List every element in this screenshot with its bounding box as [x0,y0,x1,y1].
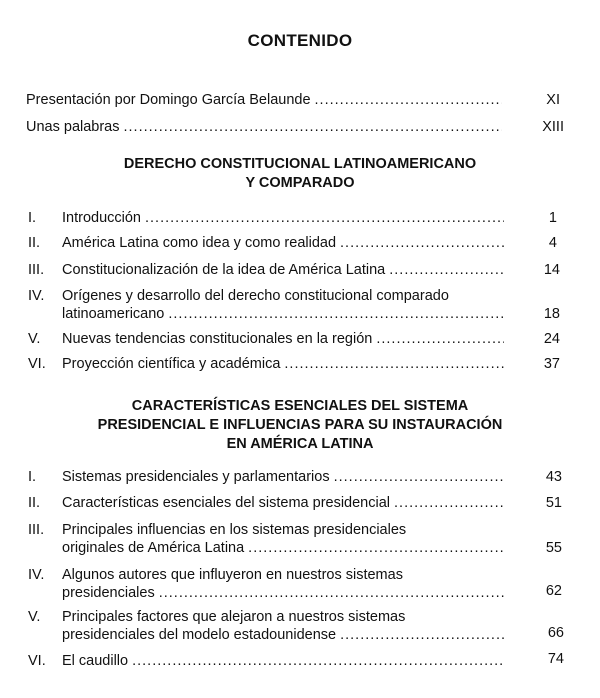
section-heading-derecho-constitucional [40,155,560,193]
dot-leader [340,626,504,644]
toc-entry-number: I. [28,469,37,485]
toc-entry-text-line1: Algunos autores que influyeron en nuestros sistemas [62,567,403,583]
toc-entry-number: V. [28,331,41,347]
toc-entry-text-line1: Orígenes y desarrollo del derecho constitucional comparado [62,288,449,304]
toc-entry-number: II. [28,235,41,251]
toc-entry-number: I. [28,210,37,226]
toc-entry-text: Características esenciales del sistema presidencial [62,495,391,511]
section-heading-line: Y COMPARADO [245,175,355,191]
toc-page-number: 1 [548,210,557,226]
toc-page-number: 62 [545,583,562,599]
toc-entry-text-line1: Principales influencias en los sistemas presidenciales [62,522,407,538]
toc-entry-text: presidenciales del modelo estadounidense [62,627,337,643]
toc-entry-line [26,118,506,136]
toc-entry-line [62,209,508,227]
toc-entry-line [62,468,508,486]
dot-leader [340,234,504,252]
section-heading-line: EN AMÉRICA LATINA [226,436,374,452]
dot-leader [334,468,504,486]
toc-entry-number: III. [28,262,45,278]
dot-leader [315,91,502,109]
toc-entry-number: VI. [28,356,46,372]
toc-page-number: 51 [545,495,562,511]
toc-page-number: 55 [545,540,562,556]
toc-entry-text: El caudillo [62,653,129,669]
toc-entry-line [62,234,508,252]
toc-entry-line [26,91,506,109]
section-heading-line: CARACTERÍSTICAS ESENCIALES DEL SISTEMA [131,398,469,414]
toc-entry-text: Constitucionalización de la idea de América Latina [62,262,386,278]
dot-leader [394,494,504,512]
toc-entry-number: VI. [28,653,46,669]
toc-entry-text: Presentación por Domingo García Belaunde [26,92,311,108]
dot-leader [159,584,504,602]
toc-page-number: 66 [547,625,564,641]
toc-entry-number: II. [28,495,41,511]
dot-leader [376,330,504,348]
dot-leader [284,355,504,373]
toc-entry-number: V. [28,609,41,625]
toc-entry-line [62,355,508,373]
dot-leader [132,652,504,670]
toc-entry-line [62,305,508,323]
toc-entry-line [62,494,508,512]
toc-entry-line [62,539,508,557]
toc-entry-text: latinoamericano [62,306,165,322]
toc-page-number: 24 [543,331,560,347]
toc-entry-text: América Latina como idea y como realidad [62,235,337,251]
toc-entry-line [62,261,508,279]
toc-page-number: 43 [545,469,562,485]
toc-entry-text: Nuevas tendencias constitucionales en la región [62,331,373,347]
dot-leader [145,209,504,227]
toc-entry-text: Introducción [62,210,141,226]
dot-leader [124,118,503,136]
toc-entry-number: III. [28,522,45,538]
toc-page-number: 37 [543,356,560,372]
section-heading-sistema-presidencial [40,397,560,454]
section-heading-line: PRESIDENCIAL E INFLUENCIAS PARA SU INSTAURACIÓN [97,417,503,433]
toc-entry-text: Unas palabras [26,119,120,135]
dot-leader [389,261,504,279]
toc-entry-line [62,626,508,644]
section-heading-line: DERECHO CONSTITUCIONAL LATINOAMERICANO [123,156,477,172]
toc-entry-number: IV. [28,567,45,583]
toc-page-number: 14 [543,262,560,278]
dot-leader [248,539,504,557]
toc-entry-line [62,330,508,348]
toc-entry-text-line1: Principales factores que alejaron a nuestros sistemas [62,609,406,625]
toc-page-number: XI [546,92,560,108]
toc-page-number: 74 [547,651,564,667]
toc-entry-number: IV. [28,288,45,304]
toc-entry-text: Sistemas presidenciales y parlamentarios [62,469,330,485]
toc-page-number: XIII [542,119,564,135]
toc-entry-text: Proyección científica y académica [62,356,281,372]
toc-page-number: 4 [548,235,557,251]
dot-leader [168,305,504,323]
toc-entry-line [62,584,508,602]
page-title: CONTENIDO [247,31,353,50]
toc-entry-line [62,652,508,670]
toc-entry-text: originales de América Latina [62,540,245,556]
toc-page-number: 18 [543,306,560,322]
toc-entry-text: presidenciales [62,585,155,601]
